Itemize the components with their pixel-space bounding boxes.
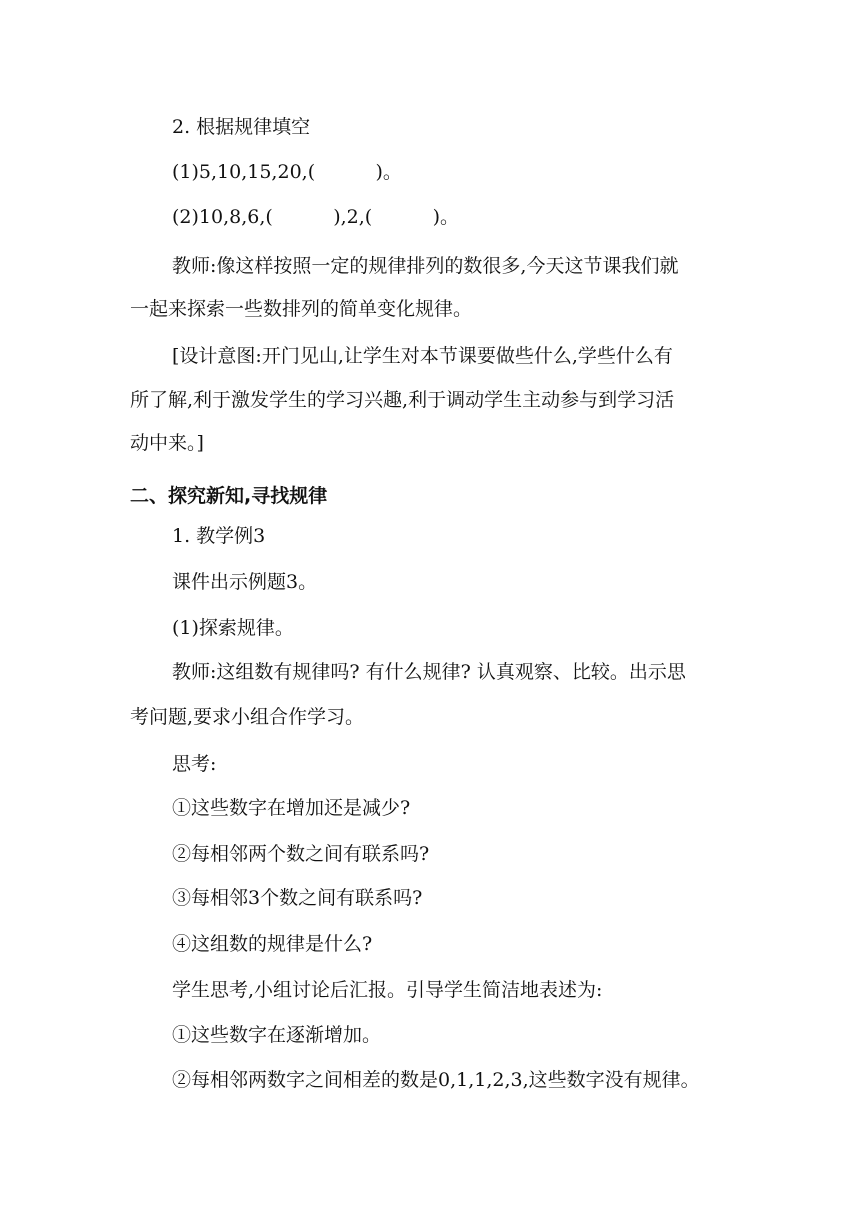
exercise-heading: 2. 根据规律填空 bbox=[172, 116, 311, 138]
think-label: 思考: bbox=[172, 753, 217, 775]
exercise-item-2: (2)10,8,6,( ),2,( )。 bbox=[172, 206, 459, 228]
answer-1: ①这些数字在逐渐增加。 bbox=[172, 1024, 382, 1046]
think-question-3: ③每相邻3个数之间有联系吗? bbox=[172, 887, 423, 909]
section-heading: 二、探究新知,寻找规律 bbox=[130, 485, 328, 507]
courseware-line: 课件出示例题3。 bbox=[172, 571, 318, 593]
think-question-4: ④这组数的规律是什么? bbox=[172, 933, 373, 955]
think-question-2: ②每相邻两个数之间有联系吗? bbox=[172, 843, 430, 865]
design-intent-line-1: [设计意图:开门见山,让学生对本节课要做些什么,学些什么有 bbox=[172, 345, 673, 367]
exercise-item-1: (1)5,10,15,20,( )。 bbox=[172, 161, 402, 183]
answer-2: ②每相邻两数字之间相差的数是0,1,1,2,3,这些数字没有规律。 bbox=[172, 1069, 700, 1091]
teacher-question-line-2: 考问题,要求小组合作学习。 bbox=[130, 706, 365, 728]
teacher-paragraph-line-1: 教师:像这样按照一定的规律排列的数很多,今天这节课我们就 bbox=[172, 255, 679, 277]
example-heading: 1. 教学例3 bbox=[172, 525, 266, 547]
student-report-line: 学生思考,小组讨论后汇报。引导学生简洁地表述为: bbox=[172, 979, 603, 1001]
explore-step: (1)探索规律。 bbox=[172, 617, 294, 639]
design-intent-line-2: 所了解,利于激发学生的学习兴趣,利于调动学生主动参与到学习活 bbox=[130, 389, 675, 411]
design-intent-line-3: 动中来。] bbox=[130, 432, 204, 454]
teacher-question-line-1: 教师:这组数有规律吗? 有什么规律? 认真观察、比较。出示思 bbox=[172, 661, 686, 683]
think-question-1: ①这些数字在增加还是减少? bbox=[172, 797, 411, 819]
teacher-paragraph-line-2: 一起来探索一些数排列的简单变化规律。 bbox=[130, 298, 473, 320]
